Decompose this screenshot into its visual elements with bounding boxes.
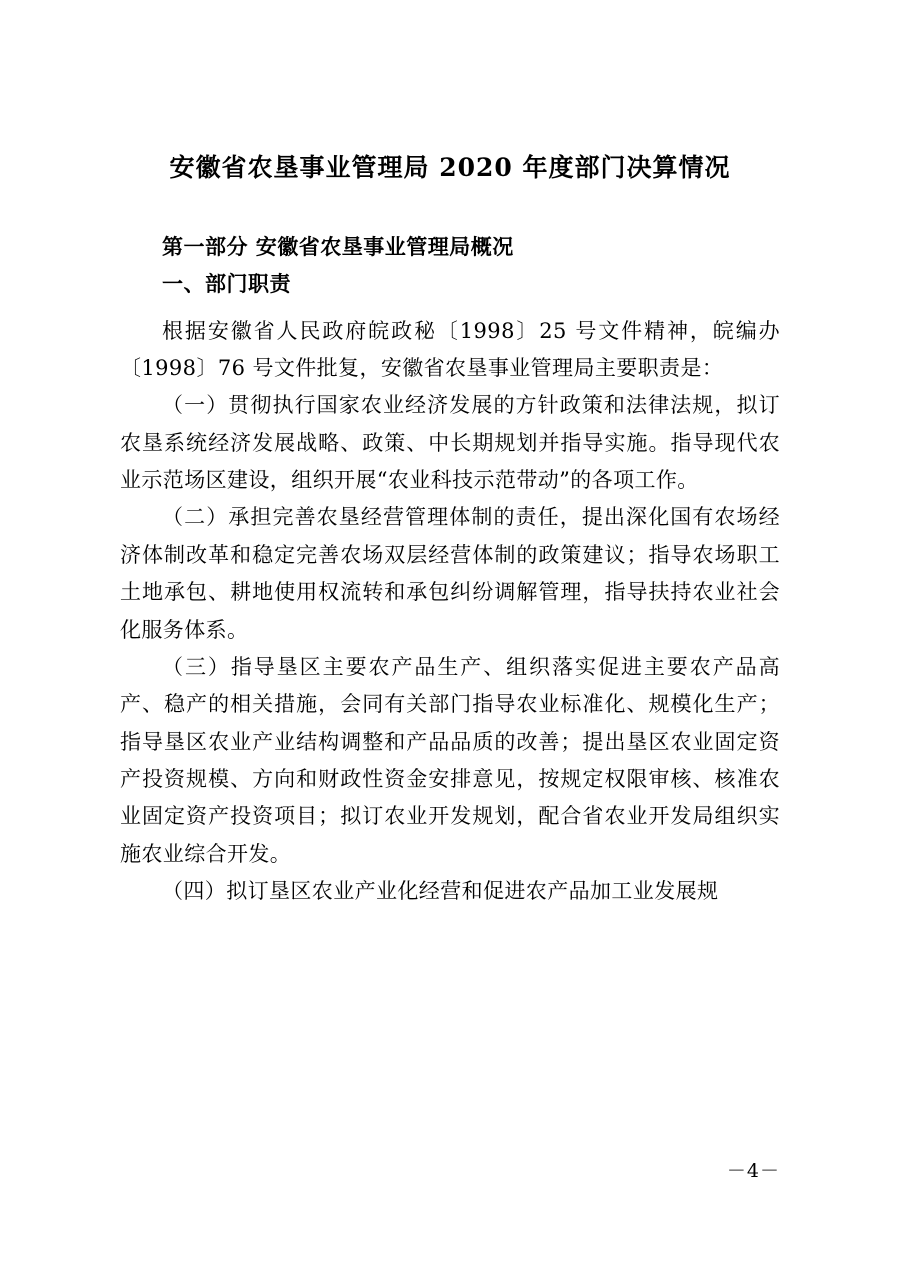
paragraph-5: （四）拟订垦区农业产业化经营和促进农产品加工业发展规 bbox=[162, 879, 719, 904]
paragraph-1: 根据安徽省人民政府皖政秘〔1998〕25 号文件精神，皖编办〔1998〕76 号文件批复，安徽省农垦事业管理局主要职责是： bbox=[120, 318, 780, 380]
paragraph-3: （二）承担完善农垦经营管理体制的责任，提出深化国有农场经济体制改革和稳定完善农场双层经营体制的政策建议；指导农场职工土地承包、耕地使用权流转和承包纠纷调解管理，指导扶持农业社会化服务体系。 bbox=[120, 505, 780, 642]
section-heading: 一、部门职责 bbox=[162, 270, 291, 296]
part-heading: 第一部分 安徽省农垦事业管理局概况 bbox=[162, 234, 514, 259]
paragraph-4: （三）指导垦区主要农产品生产、组织落实促进主要农产品高产、稳产的相关措施，会同有关部门指导农业标准化、规模化生产；指导垦区农业产业结构调整和产品品质的改善；提出垦区农业固定资产投资规模、方向和财政性资金安排意见，按规定权限审核、核准农业固定资产投资项目；拟订农业开发规划，配合省农业开发局组织实施农业综合开发。 bbox=[120, 654, 780, 866]
page-number: －4－ bbox=[726, 1160, 780, 1182]
paragraph-2: （一）贯彻执行国家农业经济发展的方针政策和法律法规，拟订农垦系统经济发展战略、政策、中长期规划并指导实施。指导现代农业示范场区建设，组织开展“农业科技示范带动”的各项工作。 bbox=[120, 393, 780, 492]
page-title: 安徽省农垦事业管理局 2020 年度部门决算情况 bbox=[169, 153, 731, 182]
